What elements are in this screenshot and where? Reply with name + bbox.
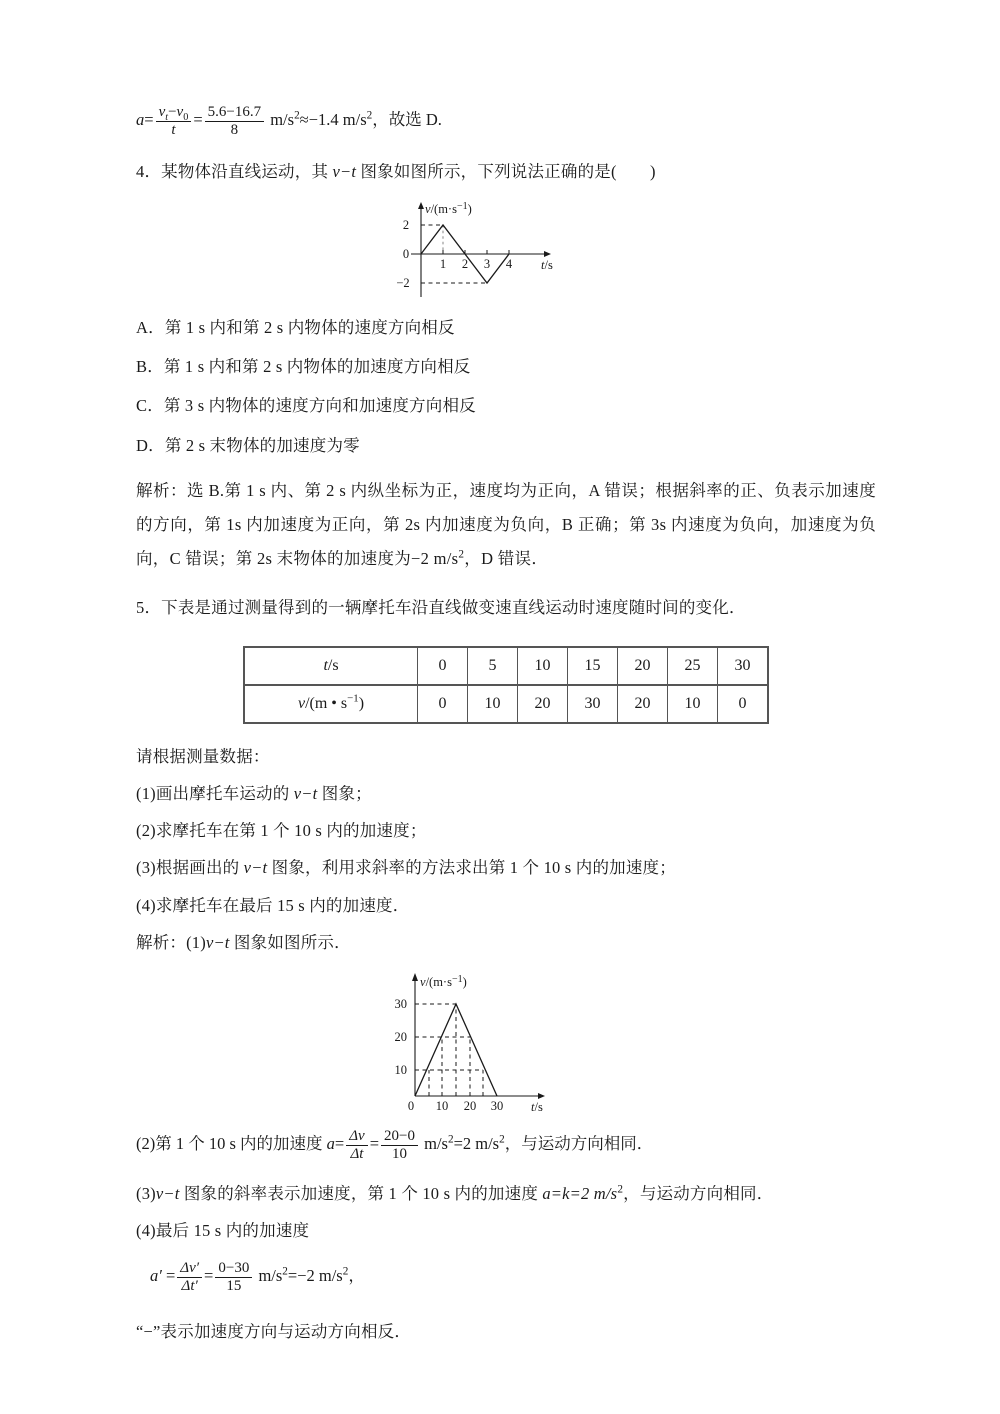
ytick-label-30: 30 <box>394 997 407 1012</box>
x-axis-label: t/s <box>541 257 553 272</box>
solution-5-tail: ， <box>348 1266 365 1286</box>
y-axis-arrow <box>418 202 424 209</box>
fraction-dvprime-dtprime <box>177 1260 202 1295</box>
analysis-body-2: ，D 错误． <box>464 548 549 568</box>
sub-1-post: 图象； <box>317 783 372 803</box>
sub-question-3 <box>136 857 876 879</box>
solution-equation-prev <box>136 104 876 139</box>
row-header-velocity: v/(m • $s^{-1}$) <box>244 685 418 723</box>
solution-5-result: =−2 m/s <box>287 1266 343 1286</box>
table-row-time <box>244 647 768 685</box>
solution-3-tail: ，与运动方向相同． <box>623 1183 774 1203</box>
x-axis-arrow <box>544 251 551 257</box>
chart-q5 <box>365 964 665 1114</box>
solution-2-result: =2 m/s <box>453 1134 500 1154</box>
solution-5-eq1: = <box>165 1266 176 1286</box>
xtick-label-1: 1 <box>439 256 447 271</box>
chart-q4 <box>365 197 665 301</box>
fraction-denominator-2: 10 <box>381 1145 418 1163</box>
solution-2-result-sup: 2 <box>499 1133 505 1146</box>
equals-1: = <box>144 110 154 130</box>
fraction-denominator: Δt <box>346 1145 367 1163</box>
option-d: D．第 2 s 末物体的加速度为零 <box>136 435 360 455</box>
question-4-analysis <box>136 474 876 575</box>
fraction-0-30-over-15 <box>215 1260 252 1295</box>
question-5-stem: 5．下表是通过测量得到的一辆摩托车沿直线做变速直线运动时速度随时间的变化． <box>136 598 746 618</box>
xtick-label-30: 30 <box>490 1099 504 1114</box>
page-content <box>136 104 876 1351</box>
chart-q4-container <box>154 197 876 301</box>
cell-t-5: 25 <box>668 647 718 685</box>
y-axis-label: $v/(m\cdot s^{-1})$ <box>420 974 467 990</box>
cell-t-0: 0 <box>418 647 468 685</box>
solution-3-eq-sup: 2 <box>617 1183 624 1196</box>
answer-tail: ，故选 D. <box>372 110 442 130</box>
fraction-numerator: $v_t-v_0$ <box>158 104 189 123</box>
solution-2-unit-sup: 2 <box>447 1133 454 1146</box>
solution-3-vt: v−t <box>155 1183 180 1203</box>
solution-5-unit-sup: 2 <box>282 1266 288 1279</box>
table-row-velocity <box>244 685 768 723</box>
chart-q5-container <box>154 964 876 1114</box>
fraction-vt-v0-over-t <box>156 104 192 139</box>
solution-3-mid: 图象的斜率表示加速度，第 1 个 10 s 内的加速度 <box>179 1183 543 1203</box>
question-5-prompt: 请根据测量数据： <box>136 746 270 766</box>
xtick-label-20: 20 <box>463 1099 477 1114</box>
question-4-stem-post: 图象如图所示，下列说法正确的是( ) <box>356 161 656 181</box>
measurement-table-container <box>136 646 876 724</box>
cell-t-2: 10 <box>518 647 568 685</box>
solution-5-unit: m/s <box>254 1266 283 1286</box>
fraction-numerator-2: 0−30 <box>218 1260 250 1277</box>
sub-3-vt: v−t <box>243 858 268 878</box>
cell-v-5: 10 <box>668 685 718 723</box>
cell-v-2: 20 <box>518 685 568 723</box>
sub-2-pre: (2)求摩托车在第 1 个 10 s 内的加速度； <box>136 821 427 841</box>
equals-2: = <box>193 110 203 130</box>
option-a: A．第 1 s 内和第 2 s 内物体的速度方向相反 <box>136 317 455 337</box>
cell-t-6: 30 <box>718 647 769 685</box>
fraction-denominator-2: 8 <box>205 121 264 139</box>
option-c: C．第 3 s 内物体的速度方向和加速度方向相反 <box>136 396 476 416</box>
x-axis-label: t/s <box>531 1100 543 1115</box>
question-5-solution-line-4: (4)最后 15 s 内的加速度 <box>136 1221 310 1241</box>
cell-v-0: 0 <box>418 685 468 723</box>
xtick-label-3: 3 <box>483 256 491 271</box>
approx-value: ≈−1.4 m/s <box>299 110 367 130</box>
sub-3-post: 图象，利用求斜率的方法求出第 1 个 10 s 内的加速度； <box>267 858 676 878</box>
solution-3-eq: a=k=2 m/s <box>542 1183 618 1203</box>
fraction-numerator: Δv′ <box>180 1260 200 1277</box>
ytick-label-10: 10 <box>394 1063 407 1078</box>
cell-v-3: 30 <box>568 685 618 723</box>
y-axis-label: $v/(m\cdot s^{-1})$ <box>425 200 472 216</box>
question-4-stem-pre: 4．某物体沿直线运动，其 <box>136 161 333 181</box>
fraction-numerator-2: 20−0 <box>384 1128 415 1145</box>
approx-exponent: 2 <box>366 109 373 122</box>
fraction-dv-dt <box>346 1128 367 1163</box>
cell-t-1: 5 <box>468 647 518 685</box>
sub-3-pre: (3)根据画出的 <box>136 858 244 878</box>
solution-label: 解析： <box>136 932 187 952</box>
sub-4-pre: (4)求摩托车在最后 15 s 内的加速度． <box>136 895 410 915</box>
analysis-body: 选 B.第 1 s 内、第 2 s 内纵坐标为正，速度均为正向，A 错误；根据斜率的正、负表示加速度的方向，第 1s 内加速度为正向，第 2s 内加速度为负向，B 正确；第 3s 内速度为负向，加速度为负向，C 错误；第 2s 末物体的加速度为−2 m/s <box>136 480 876 568</box>
vt-symbol: v−t <box>332 161 357 181</box>
ytick-label-20: 20 <box>394 1030 407 1045</box>
xtick-label-2: 2 <box>461 256 469 271</box>
fraction-numerator-2: 5.6−16.7 <box>207 104 262 120</box>
question-5-solution-line-5 <box>136 1260 876 1295</box>
solution-3-pre: (3) <box>136 1183 156 1203</box>
fraction-denominator: Δt′ <box>177 1277 202 1295</box>
ytick-label-minus2: −2 <box>396 275 410 290</box>
sub-1-vt: v−t <box>293 783 318 803</box>
fraction-denominator-2: 15 <box>215 1277 252 1295</box>
solution-5-result-sup: 2 <box>342 1266 349 1279</box>
question-5-solution-line-6: “−”表示加速度方向与运动方向相反． <box>136 1321 412 1341</box>
solution-1-vt: v−t <box>205 932 230 952</box>
solution-2-eq1: = <box>334 1134 345 1154</box>
xtick-label-10: 10 <box>435 1099 449 1114</box>
solution-5-eq2: = <box>204 1266 214 1286</box>
solution-2-a: a <box>326 1134 335 1154</box>
solution-2-tail: ，与运动方向相同． <box>504 1134 654 1154</box>
analysis-exponent: 2 <box>458 548 465 561</box>
question-5-solution-line-3 <box>136 1183 876 1205</box>
y-axis-arrow <box>412 973 418 981</box>
solution-1-pre: (1) <box>186 932 206 952</box>
ytick-label-2: 2 <box>402 217 410 232</box>
sub-question-2 <box>136 820 876 842</box>
ytick-label-0: 0 <box>402 246 410 261</box>
fraction-numbers <box>205 104 264 139</box>
variable-a: a <box>136 110 145 130</box>
cell-v-1: 10 <box>468 685 518 723</box>
solution-2-eq2: = <box>369 1134 380 1154</box>
solution-2-unit: m/s <box>419 1134 448 1154</box>
unit-exponent: 2 <box>294 109 300 122</box>
cell-t-4: 20 <box>618 647 668 685</box>
sub-1-pre: (1)画出摩托车运动的 <box>136 783 294 803</box>
sub-question-4 <box>136 895 876 917</box>
question-5-solution-line-2 <box>136 1128 876 1163</box>
measurement-table <box>243 646 769 724</box>
option-b: B．第 1 s 内和第 2 s 内物体的加速度方向相反 <box>136 357 471 377</box>
origin-label-0: 0 <box>407 1099 415 1114</box>
question-4-stem <box>136 161 876 183</box>
solution-1-post: 图象如图所示． <box>229 932 351 952</box>
unit-ms2: m/s <box>270 110 295 130</box>
xtick-label-4: 4 <box>505 256 513 271</box>
fraction-numerator: Δv <box>349 1128 365 1145</box>
cell-v-6: 0 <box>718 685 769 723</box>
question-5-solution-line-1 <box>136 932 876 954</box>
row-header-time: t/s <box>244 647 418 685</box>
solution-5-a: a′ <box>150 1266 162 1286</box>
sub-question-1 <box>136 783 876 805</box>
analysis-label: 解析： <box>136 480 187 500</box>
cell-t-3: 15 <box>568 647 618 685</box>
cell-v-4: 20 <box>618 685 668 723</box>
fraction-denominator: t <box>156 121 192 139</box>
x-axis-arrow <box>538 1093 545 1099</box>
fraction-20-over-10 <box>381 1128 418 1163</box>
solution-2-pre: (2)第 1 个 10 s 内的加速度 <box>136 1134 327 1154</box>
